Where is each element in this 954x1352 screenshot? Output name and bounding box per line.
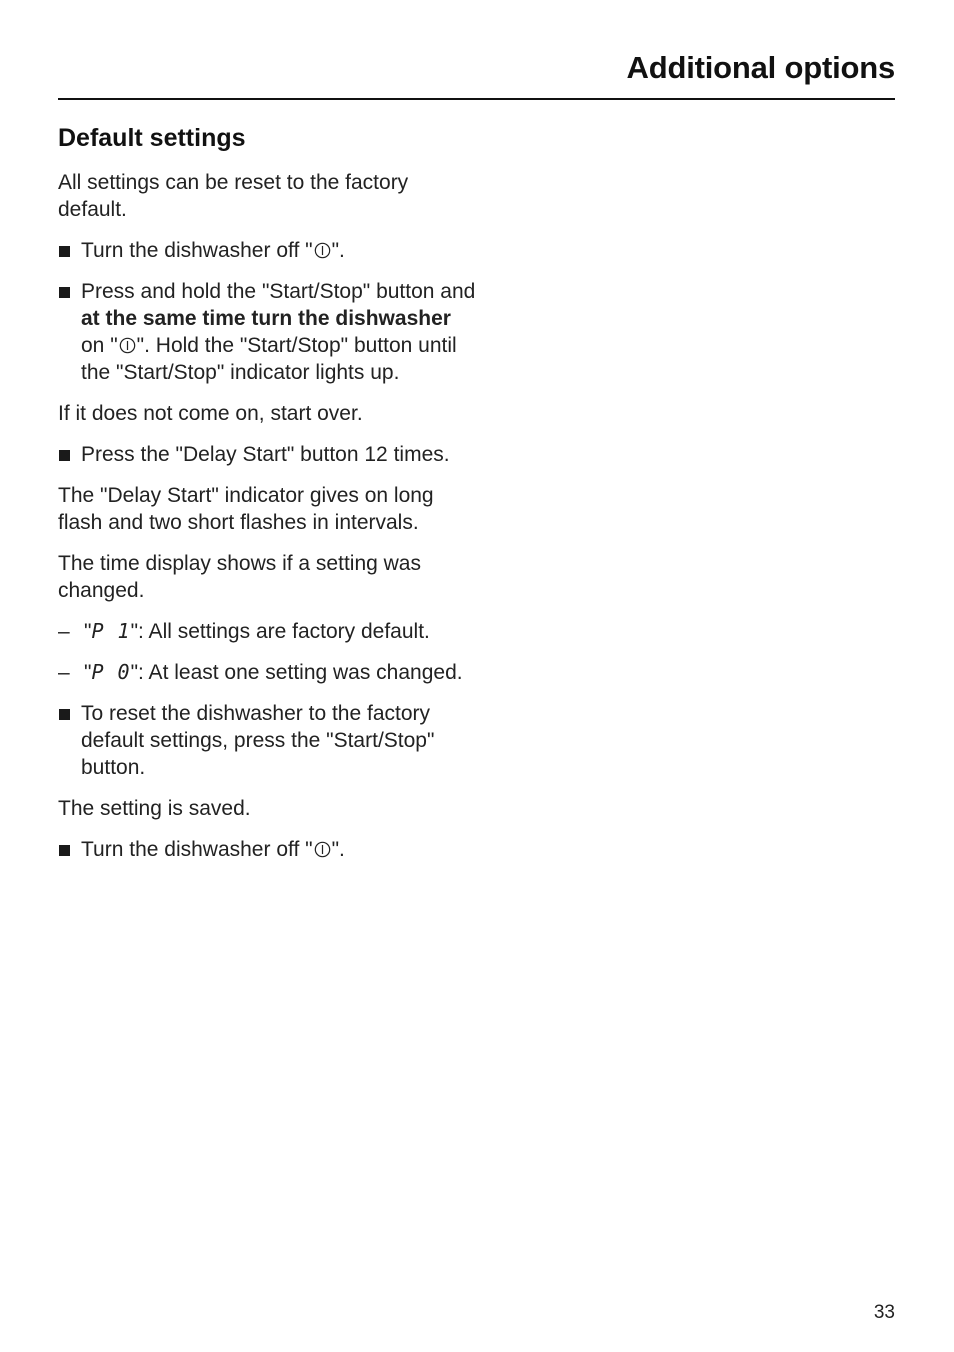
page-title: Additional options (626, 50, 895, 85)
step-press-hold (58, 278, 478, 386)
option-text: ": At least one setting was changed. (130, 661, 463, 684)
step-text: ". Hold the "Start/Stop" button until the "Start/Stop" indicator lights up. (81, 334, 457, 384)
power-icon (119, 337, 136, 354)
step-turn-off-final (58, 836, 478, 863)
step-emphasis: at the same time turn the dishwasher (81, 307, 451, 330)
step-text: ". (331, 239, 345, 262)
note-indicator-flash: The "Delay Start" indicator gives on long flash and two short flashes in intervals. (58, 484, 434, 534)
square-bullet-icon (59, 246, 70, 257)
power-icon (314, 841, 331, 858)
title-rule (58, 98, 895, 100)
step-text: Turn the dishwasher off " (81, 838, 313, 861)
square-bullet-icon (59, 287, 70, 298)
step-text: Turn the dishwasher off " (81, 239, 313, 262)
square-bullet-icon (59, 450, 70, 461)
option-text: ": All settings are factory default. (130, 620, 430, 643)
square-bullet-icon (59, 709, 70, 720)
power-icon (314, 242, 331, 259)
note-saved: The setting is saved. (58, 797, 251, 820)
option-p0 (58, 659, 478, 686)
dash-mark: – (58, 620, 70, 643)
option-p1 (58, 618, 478, 645)
note-time-display: The time display shows if a setting was changed. (58, 552, 421, 602)
step-turn-off (58, 237, 478, 264)
square-bullet-icon (59, 845, 70, 856)
step-text: Press the "Delay Start" button 12 times. (81, 443, 450, 466)
quote-open: " (84, 620, 92, 643)
display-code: P 0 (91, 660, 131, 684)
step-delay-start (58, 441, 478, 468)
step-text: ". (331, 838, 345, 861)
page-number: 33 (873, 1302, 895, 1323)
dash-mark: – (58, 661, 70, 684)
step-reset (58, 700, 478, 781)
note-start-over: If it does not come on, start over. (58, 402, 363, 425)
step-text: To reset the dishwasher to the factory default settings, press the "Start/Stop" button. (81, 702, 435, 779)
intro-paragraph: All settings can be reset to the factory default. (58, 171, 409, 221)
content (58, 169, 478, 877)
quote-open: " (84, 661, 92, 684)
step-text: Press and hold the "Start/Stop" button and (81, 280, 476, 303)
section-heading: Default settings (58, 124, 246, 152)
display-code: P 1 (91, 619, 131, 643)
step-text: on " (81, 334, 118, 357)
